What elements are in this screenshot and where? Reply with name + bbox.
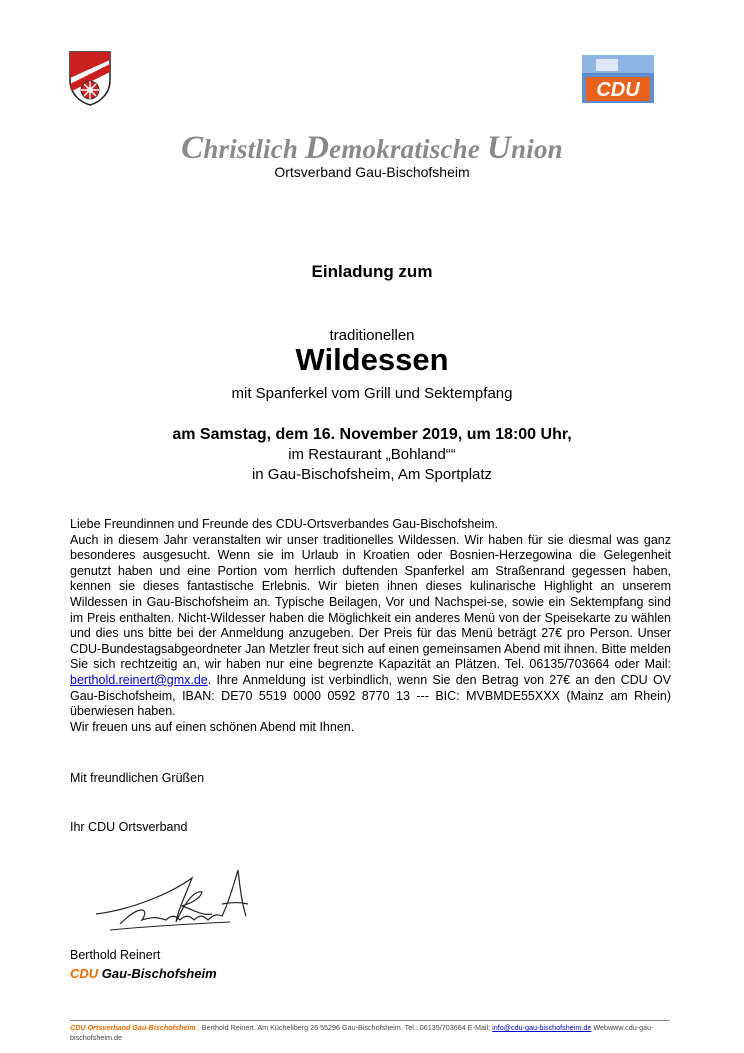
letter-greeting: Liebe Freundinnen und Freunde des CDU-Ortsverbandes Gau-Bischofsheim. <box>70 517 499 531</box>
letter-body <box>70 517 671 735</box>
event-subtitle: mit Spanferkel vom Grill und Sektempfang <box>231 385 513 402</box>
event-date: am Samstag, dem 16. November 2019, um 18:00 Uhr, <box>172 426 572 443</box>
municipal-crest-icon <box>62 48 118 106</box>
closing-greeting: Mit freundlichen Grüßen <box>70 771 205 785</box>
letter-last-line: Wir freuen uns auf einen schönen Abend mit Ihnen. <box>70 719 355 734</box>
event-name: Wildessen <box>295 342 449 377</box>
organization-subtitle: Ortsverband Gau-Bischofsheim <box>274 164 470 180</box>
footer-website: Webwww.cdu-gau-bischofsheim.de <box>70 1023 654 1042</box>
event-address: in Gau-Bischofsheim, Am Sportplatz <box>251 466 493 483</box>
signer-organization: CDU Gau-Bischofsheim <box>70 966 217 981</box>
event-venue: im Restaurant „Bohland““ <box>288 446 456 463</box>
cdu-logo <box>582 55 654 103</box>
signer-name: Berthold Reinert <box>70 948 161 962</box>
closing-signoff: Ihr CDU Ortsverband <box>70 820 188 834</box>
invitation-adjective: traditionellen <box>329 327 415 344</box>
handwritten-signature <box>90 864 250 936</box>
footer-divider <box>70 1020 670 1021</box>
organization-title: Christlich Demokratische Union <box>181 130 563 166</box>
footer-email-link[interactable]: info@cdu-gau-bischofsheim.de <box>492 1023 592 1032</box>
letter-paragraph: Auch in diesem Jahr veranstalten wir unser traditionelles Wildessen. Wir haben für sie diesmal was ganz besonderes ausgesucht. Wenn sie im Urlaub in Kroatien oder Bosnien-Herzegowina die Gelegenheit genutzt haben und eine Portion vom herrlich duftenden Spanferkel am Straßenrand gegessen haben, kennen sie dieses fantastische Erlebnis. Wir bieten ihnen dieses kulinarische Highlight an unserem Wildessen in Gau-Bischofsheim an. Typische Beilagen, Vor und Nachspei-se, sowie ein Sektempfang sind im Preis enthalten. Nicht-Wildesser haben die Möglichkeit ein anderes Menü von der Speisekarte zu wählen und dies uns bitte bei der Anmeldung anzugeben. Der Preis für das Menü beträgt 27€ pro Person. Unser CDU-Bundestagsabgeordneter Jan Metzler freut sich auf einen gemeinsamen Abend mit ihnen. Bitte melden Sie sich rechtzeitig an, wir haben nur eine begrenzte Kapazität an Plätzen. Tel. 06135/703664 oder Mail: berthold.reinert@gmx.de. Ihre Anmeldung ist verbindlich, wenn Sie den Betrag von 27€ an den CDU OV Gau-Bischofsheim, IBAN: DE70 5519 0000 0592 8770 13 --- BIC: MVBMDE55XXX (Mainz am Rhein) überwiesen haben. <box>70 532 671 719</box>
cdu-logo-text: CDU <box>596 79 640 101</box>
registration-email-link[interactable]: berthold.reinert@gmx.de <box>70 672 208 687</box>
invitation-title: Einladung zum <box>311 262 433 281</box>
page-footer: CDU Ortsverband Gau-Bischofsheim . Berthold Reinert. Am Kücheliberg 26 55296 Gau-Bischofsheim. Tel.: 06135/703664 E-Mail: info@cdu-gau-bischofsheim.de Webwww.cdu-gau-bischofsheim.de <box>70 1023 654 1042</box>
